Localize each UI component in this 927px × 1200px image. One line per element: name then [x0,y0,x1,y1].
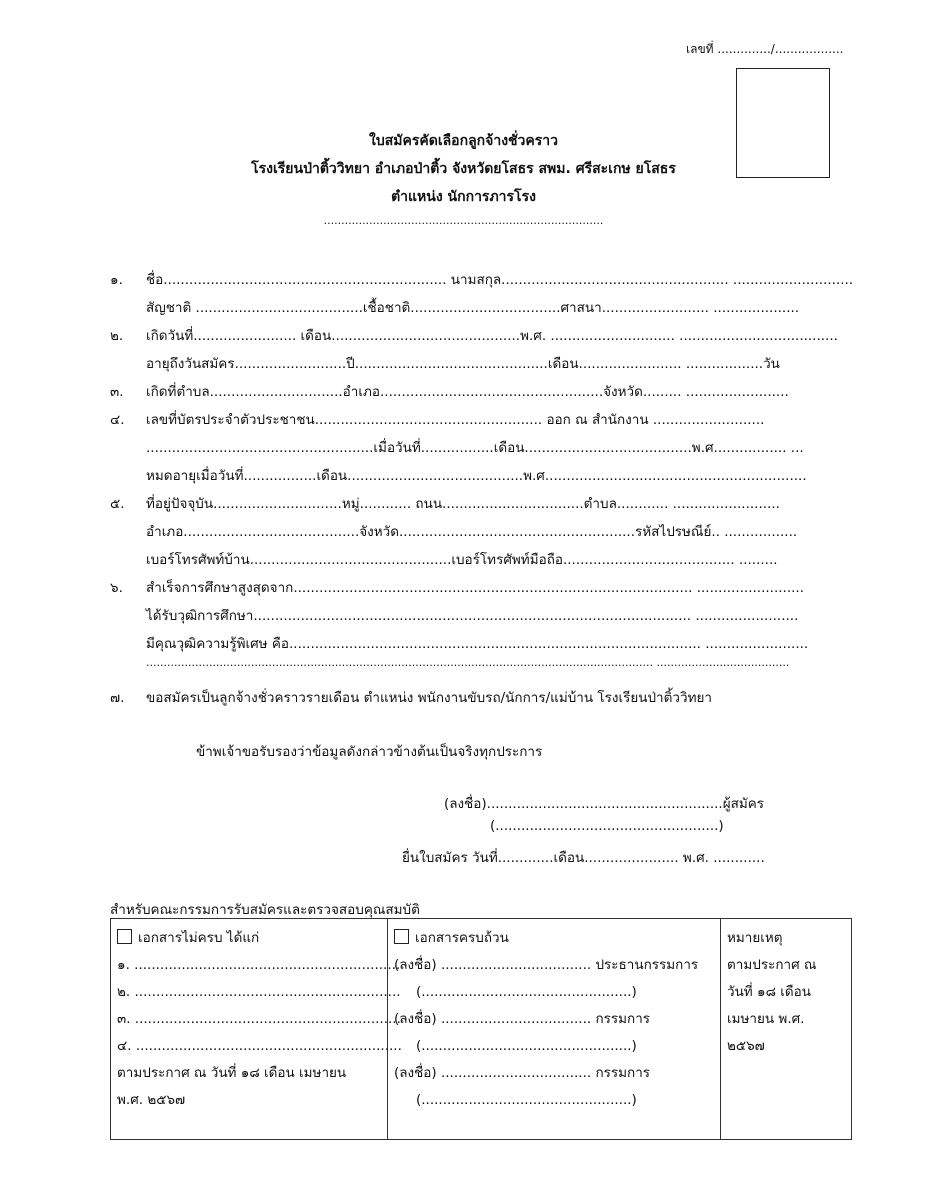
item-6-degree-line: ได้รับวุฒิการศึกษา...................................................................................................... ........................ [146,608,799,624]
item-1-name-line: ชื่อ.................................................................. นามสกุล..................................................... ............................ [146,272,854,288]
item-3-birthplace-line: เกิดที่ตำบล...............................อำเภอ....................................................จังหวัด......... ........................ [146,384,789,400]
item-5-address-line: ที่อยู่ปัจจุบัน..............................หมู่............ ถนน.................................ตำบล............ ......................... [146,496,780,512]
item-7-application-line: ขอสมัครเป็นลูกจ้างชั่วคราวรายเดือน ตำแหน่ง พนักงานขับรถ/นักการ/แม่บ้าน โรงเรียนป่าติ้ววิทยา [146,690,712,706]
item-4-expiry-line: หมดอายุเมื่อวันที่.................เดือน.........................................พ.ศ............................................................. [146,468,807,484]
remarks-line-1: ตามประกาศ ณ [727,957,817,973]
remarks-cell [721,919,852,1140]
item-2-age-line: อายุถึงวันสมัคร..........................ปี.............................................เดือน........................ ..................วัน [146,356,780,372]
form-title: ใบสมัครคัดเลือกลูกจ้างชั่วคราว [368,133,558,149]
item-6-special-skill-line: มีคุณวุฒิความรู้พิเศษ คือ................................................................................................ ........................ [146,636,809,652]
announcement-year: พ.ศ. ๒๕๖๗ [117,1092,186,1108]
incomplete-label: เอกสารไม่ครบ ได้แก่ [138,930,260,946]
committee-signature-line-2: (ลงชื่อ) ................................... กรรมการ [394,1065,651,1081]
announcement-note: ตามประกาศ ณ วันที่ ๑๘ เดือน เมษายน [117,1065,347,1081]
item-1-nationality-line: สัญชาติ .......................................เชื้อชาติ...................................ศาสนา......................... .................... [146,300,800,316]
complete-label: เอกสารครบถ้วน [415,930,509,946]
remarks-line-2: วันที่ ๑๘ เดือน [727,984,811,1000]
item-4-number: ๔. [110,412,125,428]
item-5-number: ๕. [110,496,125,512]
missing-item-4: ๔. .............................................................. [117,1038,402,1054]
item-7-number: ๗. [110,690,125,706]
remarks-line-3: เมษายน พ.ศ. [727,1011,805,1027]
title-dotted-line: ................................................................................ [323,214,604,227]
item-2-number: ๒. [110,328,124,344]
certification-statement: ข้าพเจ้าขอรับรองว่าข้อมูลดังกล่าวข้างต้นเป็นจริงทุกประการ [196,744,543,760]
submission-date-line: ยื่นใบสมัคร วันที่.............เดือน...................... พ.ศ. ............ [402,850,765,866]
item-4-issue-date-line: .....................................................เมื่อวันที่.................เดือน.......................................พ.ศ................. ... [146,440,804,456]
remarks-line-4: ๒๕๖๗ [727,1038,765,1054]
item-1-number: ๑. [110,272,123,288]
item-2-birthdate-line: เกิดวันที่........................ เดือน............................................พ.ศ. ............................. ..................................... [146,328,838,344]
item-4-id-card-line: เลขที่บัตรประจำตัวประชาชน..................................................... ออก ณ สำนักงาน .......................... [146,412,765,428]
incomplete-documents-cell [111,919,402,1140]
school-name: โรงเรียนป่าติ้ววิทยา อำเภอป่าติ้ว จังหวัดยโสธร สพม. ศรีสะเกษ ยโสธร [251,161,676,177]
missing-item-2: ๒. .............................................................. [117,984,401,1000]
item-5-phone-line: เบอร์โทรศัพท์บ้าน...............................................เบอร์โทรศัพท์มือถือ........................................ ......... [146,552,778,568]
remarks-title: หมายเหตุ [727,930,783,946]
item-6-number: ๖. [110,580,123,596]
position-title: ตำแหน่ง นักการภารโรง [391,189,536,205]
chairman-name-line: (.................................................) [416,984,637,1000]
applicant-name-line: (....................................................) [490,818,724,834]
committee-name-line-1: (.................................................) [416,1038,637,1054]
incomplete-checkbox[interactable] [117,929,132,944]
item-3-number: ๓. [110,384,124,400]
applicant-signature-line: (ลงชื่อ).......................................................ผู้สมัคร [444,796,765,812]
item-6-education-line: สำเร็จการศึกษาสูงสุดจาก............................................................................................. ......................... [146,580,804,596]
missing-item-3: ๓. .............................................................. [117,1011,401,1027]
document-number: เลขที่ ............../.................. [686,42,844,56]
item-5-district-line: อำเภอ.........................................จังหวัด.......................................................รหัสไปรษณีย์.. ................. [146,524,798,540]
missing-item-1: ๑. .............................................................. [117,957,401,973]
committee-signature-line-1: (ลงชื่อ) ................................... กรรมการ [394,1011,651,1027]
item-6-extra-line: ................................................................................................................................................. ...................................... [146,656,790,669]
chairman-signature-line: (ลงชื่อ) ................................... ประธานกรรมการ [394,957,699,973]
committee-table [110,918,852,1140]
complete-checkbox[interactable] [394,929,409,944]
complete-documents-cell [388,919,721,1140]
committee-heading: สำหรับคณะกรรมการรับสมัครและตรวจสอบคุณสมบัติ [110,902,420,918]
committee-name-line-2: (.................................................) [416,1092,637,1108]
